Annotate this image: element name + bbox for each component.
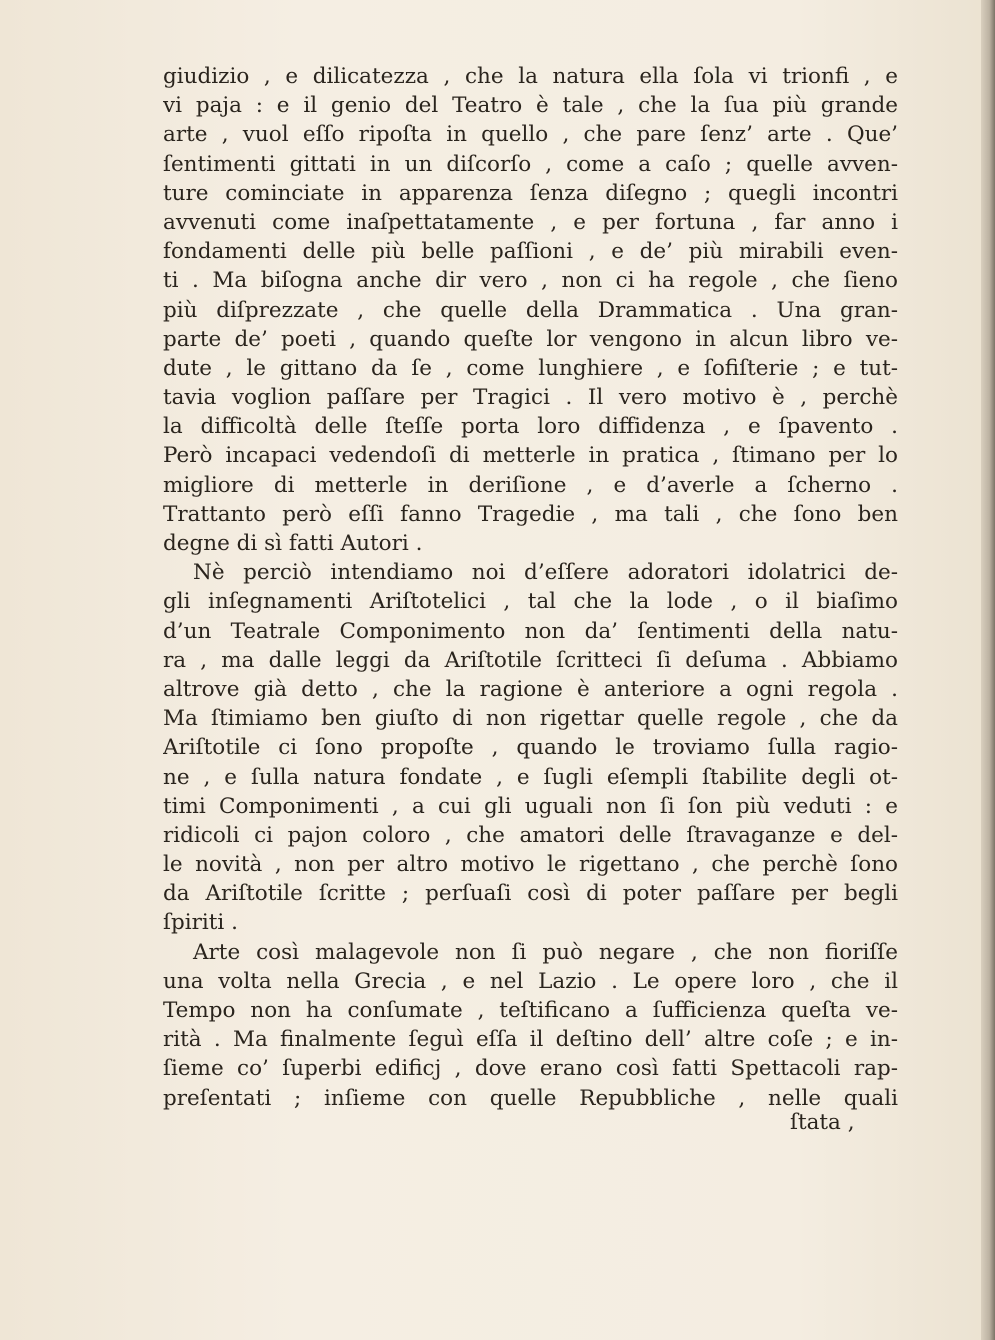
text-line: Ma ſtimiamo ben giuſto di non rigettar quelle regole , che da (163, 706, 898, 732)
paragraph-start-line: Nè perciò intendiamo noi d’eſſere adoratori idolatrici de- (193, 560, 898, 586)
text-line: una volta nella Grecia , e nel Lazio . Le opere loro , che il (163, 968, 898, 994)
text-line: fondamenti delle più belle paſſioni , e de’ più mirabili even- (163, 239, 898, 265)
text-line: Tempo non ha conſumate , teſtificano a ſufficienza queſta ve- (163, 998, 898, 1023)
text-line: Però incapaci vedendoſi di metterle in pratica , ſtimano per lo (163, 443, 898, 469)
text-line: ſieme co’ ſuperbi edificj , dove erano così fatti Spettacoli rap- (163, 1056, 898, 1082)
text-line: ture cominciate in apparenza ſenza diſegno ; quegli incontri (163, 180, 898, 206)
text-line: d’un Teatrale Componimento non da’ ſentimenti della natu- (163, 618, 898, 644)
text-line: da Ariſtotile ſcritte ; perſuaſi così di poter paſſare per begli (163, 881, 898, 907)
text-line: rità . Ma finalmente ſeguì eſſa il deſtino dell’ altre coſe ; e in- (163, 1027, 898, 1053)
text-line: ti . Ma biſogna anche dir vero , non ci ha regole , che ſieno (163, 268, 898, 294)
text-line: ſpiriti . (163, 910, 238, 936)
text-line: tavia voglion paſſare per Tragici . Il vero motivo è , perchè (163, 385, 898, 411)
text-line: ne , e ſulla natura fondate , e ſugli eſempli ſtabilite degli ot- (163, 764, 898, 790)
text-line: ſentimenti gittati in un diſcorſo , come a caſo ; quelle avven- (163, 151, 898, 177)
text-line: ridicoli ci pajon coloro , che amatori delle ſtravaganze e del- (163, 822, 898, 848)
catchword: ſtata , (790, 1110, 855, 1135)
text-line: Ariſtotile ci ſono propoſte , quando le troviamo ſulla ragio- (163, 735, 898, 761)
text-line: altrove già detto , che la ragione è anteriore a ogni regola . (163, 676, 898, 702)
text-line: vi paja : e il genio del Teatro è tale , che la ſua più grande (163, 93, 898, 119)
text-line: degne di sì fatti Autori . (163, 531, 423, 556)
text-line: arte , vuol eſſo ripoſta in quello , che pare ſenz’ arte . Que’ (163, 122, 898, 148)
text-line: Trattanto però eſſi fanno Tragedie , ma tali , che ſono ben (163, 501, 898, 527)
text-line: parte de’ poeti , quando queſte lor vengono in alcun libro ve- (163, 326, 898, 352)
text-line: gli inſegnamenti Ariſtotelici , tal che la lode , o il biaſimo (163, 589, 898, 615)
text-line: la difficoltà delle ſteſſe porta loro diffidenza , e ſpavento . (163, 414, 898, 440)
text-line: giudizio , e dilicatezza , che la natura ella ſola vi trionfi , e (163, 64, 898, 89)
text-line: dute , le gittano da ſe , come lunghiere , e ſofiſterie ; e tut- (163, 355, 898, 381)
text-line: migliore di metterle in deriſione , e d’averle a ſcherno . (163, 472, 898, 498)
body-text (163, 62, 898, 1113)
text-line: ra , ma dalle leggi da Ariſtotile ſcritteci ſi deſuma . Abbiamo (163, 647, 898, 673)
text-line: più diſprezzate , che quelle della Drammatica . Una gran- (163, 297, 898, 323)
page-edge-shadow (981, 0, 995, 1340)
text-line: avvenuti come inaſpettatamente , e per fortuna , far anno i (163, 209, 898, 235)
text-line: preſentati ; inſieme con quelle Repubbliche , nelle quali (163, 1085, 898, 1111)
paragraph-start-line: Arte così malagevole non ſi può negare , che non fioriſſe (193, 939, 898, 965)
text-line: le novità , non per altro motivo le rigettano , che perchè ſono (163, 852, 898, 878)
text-line: timi Componimenti , a cui gli uguali non ſi ſon più veduti : e (163, 793, 898, 819)
